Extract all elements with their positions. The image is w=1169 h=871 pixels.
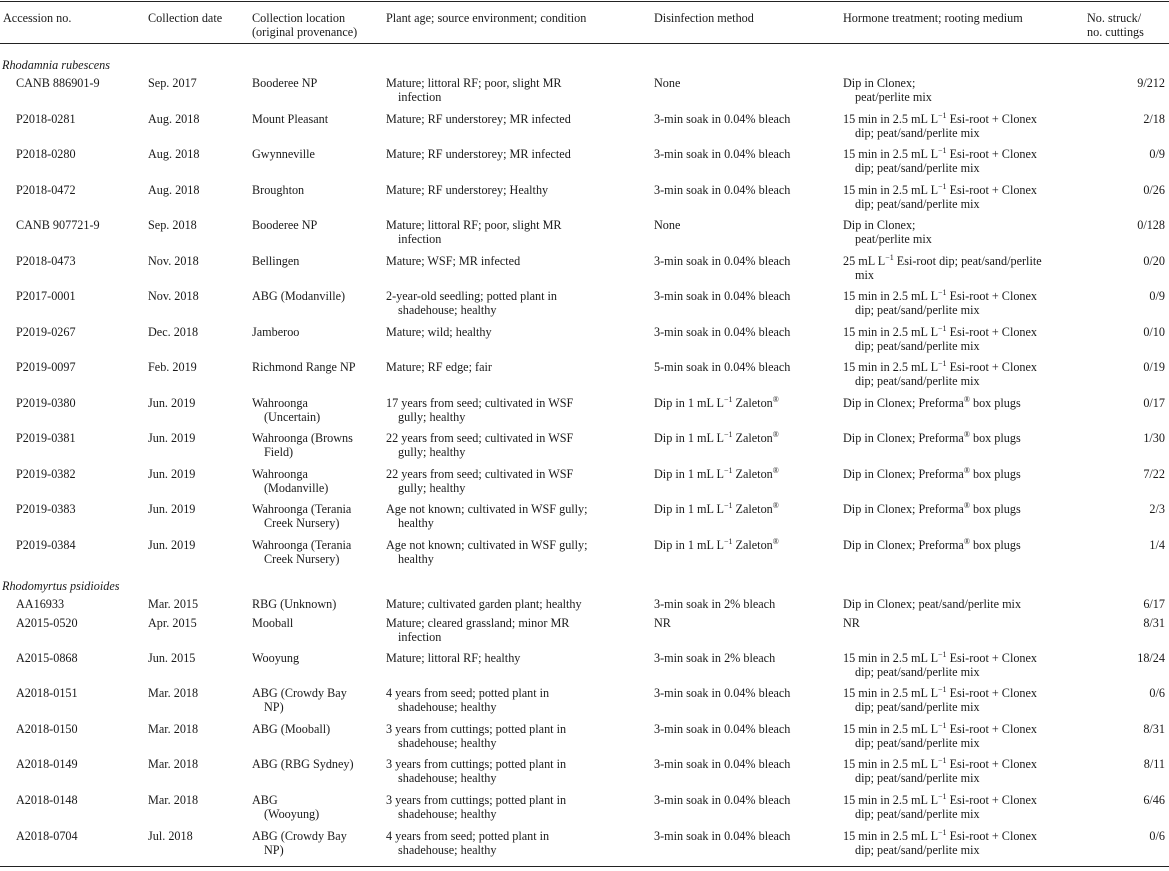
collection-location-cell: Richmond Range NP [252, 360, 356, 374]
hormone-treatment-cell: Dip in Clonex; Preforma® box plugs [843, 430, 1021, 445]
hormone-treatment-cell: Dip in Clonex; peat/perlite mix [843, 76, 932, 104]
collection-date-cell: Sep. 2018 [148, 218, 197, 232]
hormone-treatment-cell: 15 min in 2.5 mL $L^{-1}$ Esi-root + Clonex dip; peat/sand/perlite mix [843, 146, 1038, 175]
struck-count-cell: 0/20 [1143, 254, 1165, 268]
hormone-treatment-cell: 15 min in 2.5 mL $L^{-1}$ Esi-root + Clonex dip; peat/sand/perlite mix [843, 792, 1038, 821]
collection-location-cell: Wooyung [252, 651, 300, 665]
hormone-treatment-cell: 15 min in 2.5 mL $L^{-1}$ Esi-root + Clonex dip; peat/sand/perlite mix [843, 182, 1038, 211]
disinfection-cell: 3-min soak in 0.04% bleach [654, 722, 791, 736]
collection-location-cell: ABG (Crowdy Bay NP) [252, 829, 347, 857]
species-heading: Rhodamnia rubescens [2, 58, 110, 72]
accession-cell: P2019-0384 [16, 538, 76, 552]
struck-count-cell: 1/30 [1143, 431, 1165, 445]
collection-date-cell: Jun. 2019 [148, 538, 196, 552]
plant-condition-cell: Mature; littoral RF; healthy [386, 651, 521, 665]
collection-location-cell: Wahroonga (Browns Field) [252, 431, 353, 459]
plant-condition-cell: Mature; WSF; MR infected [386, 254, 521, 268]
plant-condition-cell: Mature; RF understorey; Healthy [386, 183, 549, 197]
disinfection-cell: None [654, 218, 681, 232]
collection-location-cell: ABG (RBG Sydney) [252, 757, 354, 771]
collection-date-cell: Jun. 2019 [148, 431, 196, 445]
struck-count-cell: 6/17 [1143, 597, 1165, 611]
plant-condition-cell: 3 years from cuttings; potted plant in shadehouse; healthy [386, 793, 567, 821]
collection-date-cell: Apr. 2015 [148, 616, 197, 630]
disinfection-cell: 3-min soak in 0.04% bleach [654, 757, 791, 771]
accession-cell: P2019-0097 [16, 360, 76, 374]
plant-condition-cell: Mature; wild; healthy [386, 325, 492, 339]
hormone-treatment-cell: 25 mL $L^{-1}$ Esi-root dip; peat/sand/perlite mix [843, 253, 1042, 282]
accession-cell: AA16933 [16, 597, 65, 611]
collection-location-cell: ABG (Crowdy Bay NP) [252, 686, 347, 714]
collection-location-cell: Booderee NP [252, 218, 318, 232]
header-accession: Accession no. [3, 11, 72, 25]
disinfection-cell: NR [654, 616, 671, 630]
plant-condition-cell: 22 years from seed; cultivated in WSF gully; healthy [386, 467, 574, 495]
table-bottom-rule [0, 866, 1169, 867]
accession-cell: P2019-0267 [16, 325, 76, 339]
header-disinfection: Disinfection method [654, 11, 754, 25]
accession-cell: P2019-0382 [16, 467, 76, 481]
header-plant-age: Plant age; source environment; condition [386, 11, 587, 25]
collection-location-cell: Bellingen [252, 254, 300, 268]
collection-date-cell: Mar. 2015 [148, 597, 199, 611]
collection-date-cell: Mar. 2018 [148, 686, 199, 700]
struck-count-cell: 0/9 [1149, 289, 1165, 303]
struck-count-cell: 8/31 [1143, 616, 1165, 630]
disinfection-cell: 3-min soak in 0.04% bleach [654, 325, 791, 339]
accession-cell: P2019-0381 [16, 431, 76, 445]
header-collection-date: Collection date [148, 11, 223, 25]
plant-condition-cell: 4 years from seed; potted plant in shadehouse; healthy [386, 829, 550, 857]
plant-condition-cell: Mature; littoral RF; poor, slight MR infection [386, 76, 562, 104]
disinfection-cell: Dip in 1 mL $L^{-1}$ Zaleton® [654, 501, 779, 516]
disinfection-cell: 3-min soak in 0.04% bleach [654, 112, 791, 126]
collection-date-cell: Nov. 2018 [148, 289, 199, 303]
collection-date-cell: Sep. 2017 [148, 76, 197, 90]
struck-count-cell: 6/46 [1143, 793, 1165, 807]
hormone-treatment-cell: Dip in Clonex; Preforma® box plugs [843, 466, 1021, 481]
struck-count-cell: 0/9 [1149, 147, 1165, 161]
disinfection-cell: 3-min soak in 0.04% bleach [654, 183, 791, 197]
collection-date-cell: Jun. 2015 [148, 651, 196, 665]
accession-cell: CANB 907721-9 [16, 218, 100, 232]
hormone-treatment-cell: 15 min in 2.5 mL $L^{-1}$ Esi-root + Clonex dip; peat/sand/perlite mix [843, 685, 1038, 714]
hormone-treatment-cell: Dip in Clonex; Preforma® box plugs [843, 537, 1021, 552]
hormone-treatment-cell: 15 min in 2.5 mL $L^{-1}$ Esi-root + Clonex dip; peat/sand/perlite mix [843, 721, 1038, 750]
collection-date-cell: Jul. 2018 [148, 829, 193, 843]
collection-date-cell: Aug. 2018 [148, 147, 200, 161]
accession-cell: P2017-0001 [16, 289, 76, 303]
disinfection-cell: 3-min soak in 0.04% bleach [654, 147, 791, 161]
collection-location-cell: ABG (Modanville) [252, 289, 346, 303]
collection-date-cell: Feb. 2019 [148, 360, 197, 374]
disinfection-cell: 3-min soak in 0.04% bleach [654, 289, 791, 303]
plant-condition-cell: 3 years from cuttings; potted plant in shadehouse; healthy [386, 757, 567, 785]
collection-location-cell: Wahroonga (Terania Creek Nursery) [252, 538, 352, 566]
collection-date-cell: Dec. 2018 [148, 325, 199, 339]
plant-condition-cell: 4 years from seed; potted plant in shadehouse; healthy [386, 686, 550, 714]
struck-count-cell: 2/18 [1143, 112, 1165, 126]
struck-count-cell: 0/19 [1143, 360, 1165, 374]
plant-condition-cell: Mature; littoral RF; poor, slight MR infection [386, 218, 562, 246]
collection-date-cell: Aug. 2018 [148, 112, 200, 126]
collection-date-cell: Aug. 2018 [148, 183, 200, 197]
struck-count-cell: 2/3 [1149, 502, 1165, 516]
struck-count-cell: 0/17 [1143, 396, 1165, 410]
collection-location-cell: Jamberoo [252, 325, 300, 339]
disinfection-cell: 3-min soak in 2% bleach [654, 597, 776, 611]
hormone-treatment-cell: 15 min in 2.5 mL $L^{-1}$ Esi-root + Clonex dip; peat/sand/perlite mix [843, 650, 1038, 679]
disinfection-cell: 3-min soak in 0.04% bleach [654, 254, 791, 268]
collection-location-cell: ABG (Wooyung) [252, 793, 320, 821]
hormone-treatment-cell: 15 min in 2.5 mL $L^{-1}$ Esi-root + Clonex dip; peat/sand/perlite mix [843, 828, 1038, 857]
collection-location-cell: Gwynneville [252, 147, 315, 161]
plant-condition-cell: Mature; RF edge; fair [386, 360, 492, 374]
disinfection-cell: Dip in 1 mL $L^{-1}$ Zaleton® [654, 466, 779, 481]
struck-count-cell: 0/6 [1149, 686, 1165, 700]
disinfection-cell: Dip in 1 mL $L^{-1}$ Zaleton® [654, 430, 779, 445]
plant-condition-cell: Age not known; cultivated in WSF gully; healthy [386, 502, 588, 530]
struck-count-cell: 0/128 [1137, 218, 1165, 232]
collection-location-cell: Broughton [252, 183, 305, 197]
disinfection-cell: 5-min soak in 0.04% bleach [654, 360, 791, 374]
accession-cell: P2018-0473 [16, 254, 76, 268]
accession-cell: A2015-0520 [16, 616, 78, 630]
struck-count-cell: 8/11 [1143, 757, 1165, 771]
accession-cell: P2019-0383 [16, 502, 76, 516]
header-hormone-treatment: Hormone treatment; rooting medium [843, 11, 1023, 25]
collection-date-cell: Mar. 2018 [148, 793, 199, 807]
accession-cell: A2015-0868 [16, 651, 78, 665]
hormone-treatment-cell: 15 min in 2.5 mL $L^{-1}$ Esi-root + Clonex dip; peat/sand/perlite mix [843, 288, 1038, 317]
hormone-treatment-cell: Dip in Clonex; Preforma® box plugs [843, 501, 1021, 516]
collection-location-cell: Mooball [252, 616, 294, 630]
plant-condition-cell: 2-year-old seedling; potted plant in shadehouse; healthy [386, 289, 558, 317]
accession-cell: A2018-0704 [16, 829, 78, 843]
species-heading: Rhodomyrtus psidioides [2, 579, 120, 593]
accession-cell: P2019-0380 [16, 396, 76, 410]
hormone-treatment-cell: NR [843, 616, 860, 630]
plant-condition-cell: Age not known; cultivated in WSF gully; healthy [386, 538, 588, 566]
struck-count-cell: 0/6 [1149, 829, 1165, 843]
collection-date-cell: Jun. 2019 [148, 467, 196, 481]
hormone-treatment-cell: Dip in Clonex; Preforma® box plugs [843, 395, 1021, 410]
plant-condition-cell: 3 years from cuttings; potted plant in shadehouse; healthy [386, 722, 567, 750]
hormone-treatment-cell: 15 min in 2.5 mL $L^{-1}$ Esi-root + Clonex dip; peat/sand/perlite mix [843, 359, 1038, 388]
collection-location-cell: Wahroonga (Terania Creek Nursery) [252, 502, 352, 530]
struck-count-cell: 18/24 [1137, 651, 1165, 665]
hormone-treatment-cell: 15 min in 2.5 mL $L^{-1}$ Esi-root + Clonex dip; peat/sand/perlite mix [843, 111, 1038, 140]
accession-cell: A2018-0149 [16, 757, 78, 771]
accession-cell: A2018-0151 [16, 686, 78, 700]
disinfection-cell: Dip in 1 mL $L^{-1}$ Zaleton® [654, 537, 779, 552]
struck-count-cell: 8/31 [1143, 722, 1165, 736]
struck-count-cell: 1/4 [1149, 538, 1165, 552]
collection-date-cell: Jun. 2019 [148, 396, 196, 410]
collection-location-cell: ABG (Mooball) [252, 722, 331, 736]
hormone-treatment-cell: Dip in Clonex; peat/perlite mix [843, 218, 932, 246]
plant-condition-cell: Mature; cultivated garden plant; healthy [386, 597, 582, 611]
collection-location-cell: Mount Pleasant [252, 112, 329, 126]
struck-count-cell: 9/212 [1137, 76, 1165, 90]
plant-condition-cell: 22 years from seed; cultivated in WSF gully; healthy [386, 431, 574, 459]
accession-cell: P2018-0280 [16, 147, 76, 161]
accession-cell: P2018-0472 [16, 183, 76, 197]
collection-date-cell: Mar. 2018 [148, 757, 199, 771]
header-bottom-rule [0, 43, 1169, 44]
plant-condition-cell: Mature; RF understorey; MR infected [386, 147, 571, 161]
disinfection-cell: None [654, 76, 681, 90]
struck-count-cell: 0/26 [1143, 183, 1165, 197]
collection-location-cell: Wahroonga (Modanville) [252, 467, 329, 495]
disinfection-cell: Dip in 1 mL $L^{-1}$ Zaleton® [654, 395, 779, 410]
hormone-treatment-cell: 15 min in 2.5 mL $L^{-1}$ Esi-root + Clonex dip; peat/sand/perlite mix [843, 756, 1038, 785]
accession-cell: P2018-0281 [16, 112, 76, 126]
disinfection-cell: 3-min soak in 0.04% bleach [654, 793, 791, 807]
accession-cell: CANB 886901-9 [16, 76, 100, 90]
collection-date-cell: Mar. 2018 [148, 722, 199, 736]
disinfection-cell: 3-min soak in 0.04% bleach [654, 686, 791, 700]
hormone-treatment-cell: Dip in Clonex; peat/sand/perlite mix [843, 597, 1022, 611]
struck-count-cell: 0/10 [1143, 325, 1165, 339]
collection-date-cell: Nov. 2018 [148, 254, 199, 268]
collection-date-cell: Jun. 2019 [148, 502, 196, 516]
accession-cell: A2018-0148 [16, 793, 78, 807]
disinfection-cell: 3-min soak in 0.04% bleach [654, 829, 791, 843]
plant-condition-cell: Mature; cleared grassland; minor MR infection [386, 616, 570, 644]
struck-count-cell: 7/22 [1143, 467, 1165, 481]
collection-location-cell: Wahroonga (Uncertain) [252, 396, 321, 424]
table-top-rule [0, 1, 1169, 2]
accession-cell: A2018-0150 [16, 722, 78, 736]
header-struck-count: No. struck/ no. cuttings [1087, 11, 1144, 39]
disinfection-cell: 3-min soak in 2% bleach [654, 651, 776, 665]
collection-location-cell: Booderee NP [252, 76, 318, 90]
plant-condition-cell: 17 years from seed; cultivated in WSF gully; healthy [386, 396, 574, 424]
header-collection-location: Collection location (original provenance) [252, 11, 358, 39]
hormone-treatment-cell: 15 min in 2.5 mL $L^{-1}$ Esi-root + Clonex dip; peat/sand/perlite mix [843, 324, 1038, 353]
plant-condition-cell: Mature; RF understorey; MR infected [386, 112, 571, 126]
collection-location-cell: RBG (Unknown) [252, 597, 337, 611]
